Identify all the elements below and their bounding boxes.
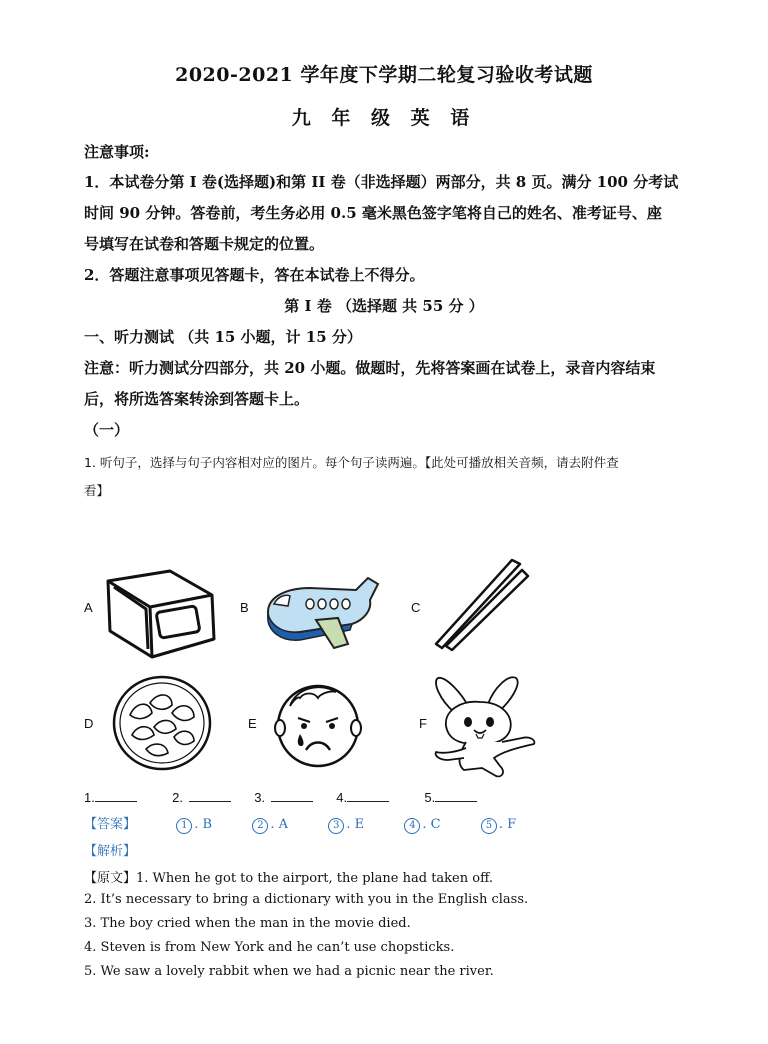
answer-label: 【答案】: [84, 817, 137, 832]
answer-item-3: 3 . E: [328, 817, 364, 834]
blank-4[interactable]: [347, 789, 389, 802]
chopsticks-icon: [430, 556, 530, 652]
dumplings-plate-icon: [110, 673, 214, 773]
notice-heading: 注意事项:: [84, 143, 150, 161]
transcript-label: 【原文】: [84, 871, 137, 886]
section-title: 一、听力测试 （共 15 小题，计 15 分）: [84, 328, 362, 346]
picture-label-c: C: [411, 600, 421, 615]
listening-note-line2: 后，将所选答案转涂到答题卡上。: [84, 390, 310, 408]
notice-item1-line3: 号填写在试卷和答题卡规定的位置。: [84, 235, 325, 253]
answer-blanks: [84, 789, 477, 805]
notice-item2: 2．答题注意事项见答题卡，答在本试卷上不得分。: [84, 266, 425, 284]
analysis-label: 【解析】: [84, 844, 137, 859]
notice-item1-line1: 1．本试卷分第 I 卷(选择题)和第 II 卷（非选择题）两部分，共 8 页。满分 100 分考试: [84, 173, 679, 191]
picture-label-e: E: [248, 716, 257, 731]
blank-5[interactable]: [435, 789, 477, 802]
notice-item1-line2: 时间 90 分钟。答卷前，考生务必用 0.5 毫米黑色签字笔将自己的姓名、准考证号、座: [84, 204, 662, 222]
question-line1: 1. 听句子，选择与句子内容相对应的图片。每个句子读两遍。【此处可播放相关音频，请去附件查: [84, 455, 619, 470]
picture-label-b: B: [240, 600, 249, 615]
crying-face-icon: [270, 676, 366, 772]
listening-note-line1: 注意：听力测试分四部分，共 20 小题。做题时，先将答案画在试卷上，录音内容结束: [84, 359, 656, 377]
answer-item-4: 4 . C: [404, 817, 440, 834]
airplane-icon: [260, 574, 382, 654]
blank-1[interactable]: [95, 789, 137, 802]
blank-label-1: 1.: [84, 790, 95, 805]
picture-label-a: A: [84, 600, 93, 615]
answer-item-5: 5 . F: [481, 817, 516, 834]
blank-2[interactable]: [189, 789, 231, 802]
blank-3[interactable]: [271, 789, 313, 802]
blank-label-5: 5.: [424, 790, 436, 805]
part1-title: 第 I 卷 （选择题 共 55 分 ）: [284, 297, 484, 315]
question-line2: 看】: [84, 483, 110, 498]
blank-label-4: 4.: [336, 790, 348, 805]
blank-label-3: 3.: [254, 790, 266, 805]
book-icon: [100, 565, 218, 663]
subsection-label: （一）: [84, 421, 130, 439]
answer-item-2: 2 . A: [252, 817, 288, 834]
transcript-line-2: 2. It’s necessary to bring a dictionary with you in the English class.: [84, 892, 529, 907]
picture-label-d: D: [84, 716, 94, 731]
transcript-line-4: 4. Steven is from New York and he can’t use chopsticks.: [84, 940, 455, 955]
blank-label-2: 2.: [172, 790, 183, 805]
exam-title: 2020-2021 学年度下学期二轮复习验收考试题: [175, 64, 593, 86]
answer-row: [84, 813, 516, 834]
transcript-line-3: 3. The boy cried when the man in the movie died.: [84, 916, 411, 931]
transcript-line-1: 【原文】1. When he got to the airport, the plane had taken off.: [84, 871, 493, 886]
picture-label-f: F: [419, 716, 427, 731]
answer-item-1: 1 . B: [176, 817, 212, 834]
exam-subject: 九 年 级 英 语: [291, 107, 477, 129]
transcript-line-5: 5. We saw a lovely rabbit when we had a picnic near the river.: [84, 964, 494, 979]
rabbit-icon: [430, 672, 540, 780]
